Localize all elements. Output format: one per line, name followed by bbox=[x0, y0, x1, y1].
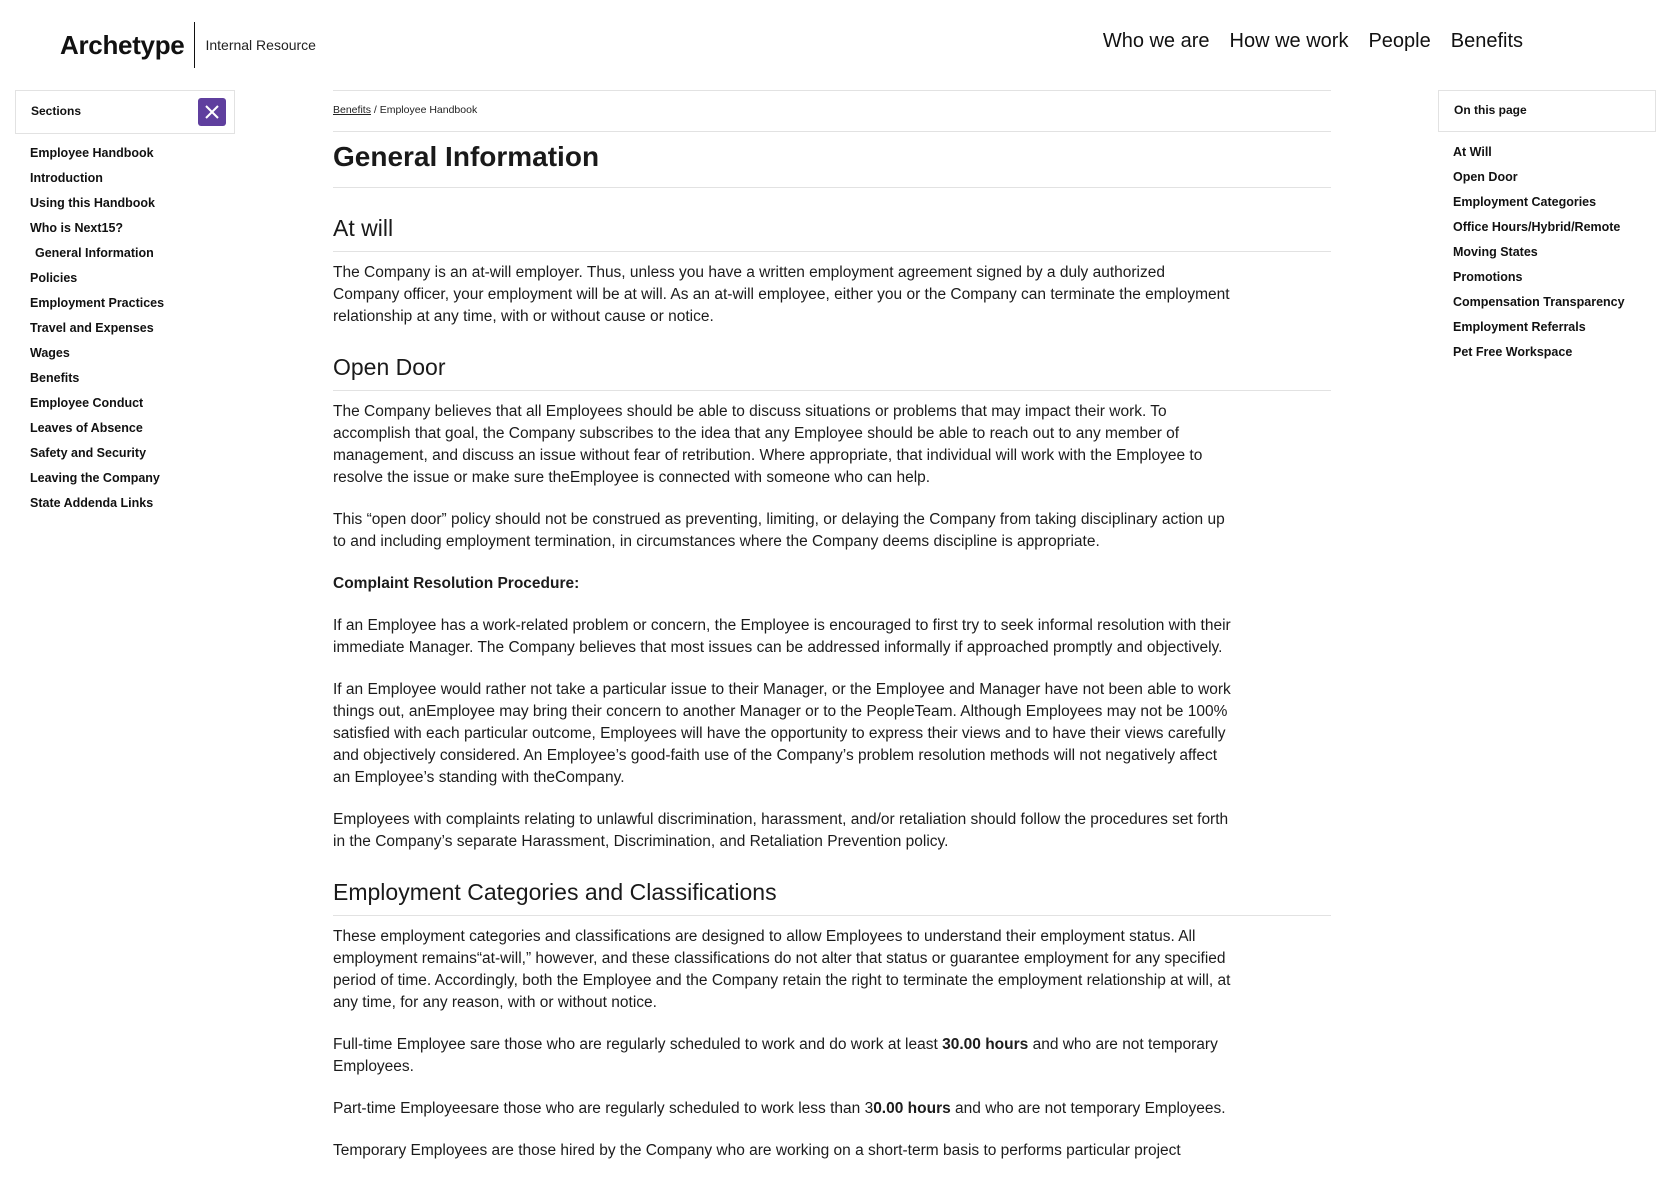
on-this-page-nav bbox=[1453, 143, 1625, 368]
section-heading-at-will: At will bbox=[333, 209, 1331, 252]
paragraph: This “open door” policy should not be construed as preventing, limiting, or delaying the Company from taking disciplinary action up to and including employment termination, in circumstances where the Company deems discipline is appropriate. bbox=[333, 511, 1225, 550]
sidebar-item-using-this-handbook[interactable]: Using this Handbook bbox=[30, 196, 155, 210]
brand-logo[interactable]: Archetype bbox=[60, 29, 185, 60]
sections-header bbox=[15, 90, 235, 134]
paragraph-part-time bbox=[333, 1098, 1233, 1120]
hours-value: 30.00 hours bbox=[942, 1036, 1029, 1053]
toc-item-at-will[interactable]: At Will bbox=[1453, 145, 1492, 159]
text-run: Part-time Employeesare those who are regularly scheduled to work less than 3 bbox=[333, 1100, 874, 1117]
breadcrumb-separator: / bbox=[370, 104, 380, 116]
toc-item-pet-free-workspace[interactable]: Pet Free Workspace bbox=[1453, 345, 1573, 359]
brand[interactable] bbox=[60, 22, 316, 68]
sidebar-item-leaves-of-absence[interactable]: Leaves of Absence bbox=[30, 421, 143, 435]
section-heading-employment-categories: Employment Categories and Classifications bbox=[333, 873, 1331, 916]
close-sections-button[interactable] bbox=[198, 98, 226, 126]
sidebar-item-who-is-next15[interactable]: Who is Next15? bbox=[30, 221, 124, 235]
sidebar-item-employment-practices[interactable]: Employment Practices bbox=[30, 296, 165, 310]
sidebar-item-travel-and-expenses[interactable]: Travel and Expenses bbox=[30, 321, 154, 335]
top-nav bbox=[1103, 30, 1523, 53]
text-run: and who are not temporary Employees. bbox=[333, 1036, 1218, 1075]
nav-benefits[interactable]: Benefits bbox=[1450, 30, 1523, 52]
sidebar-item-benefits[interactable]: Benefits bbox=[30, 371, 80, 385]
toc-item-employment-referrals[interactable]: Employment Referrals bbox=[1453, 320, 1586, 334]
sidebar-item-state-addenda-links[interactable]: State Addenda Links bbox=[30, 496, 154, 510]
sidebar-item-leaving-the-company[interactable]: Leaving the Company bbox=[30, 471, 160, 485]
breadcrumb-current: Employee Handbook bbox=[379, 104, 478, 116]
breadcrumb-link-benefits[interactable]: Benefits bbox=[333, 104, 371, 116]
toc-item-compensation-transparency[interactable]: Compensation Transparency bbox=[1453, 295, 1625, 309]
close-icon bbox=[203, 103, 221, 121]
on-this-page-title: On this page bbox=[1454, 103, 1527, 117]
nav-people[interactable]: People bbox=[1368, 30, 1431, 52]
sidebar-item-safety-and-security[interactable]: Safety and Security bbox=[30, 446, 147, 460]
sections-title: Sections bbox=[31, 104, 82, 118]
site-header bbox=[0, 0, 1663, 86]
sidebar-item-wages[interactable]: Wages bbox=[30, 346, 70, 360]
sidebar-item-introduction[interactable]: Introduction bbox=[30, 171, 103, 185]
paragraph: Employees with complaints relating to unlawful discrimination, harassment, and/or retaliation should follow the procedures set forth in the Company’s separate Harassment, Discrimination, and Retaliation Prevention policy. bbox=[333, 811, 1229, 850]
section-heading-open-door: Open Door bbox=[333, 348, 1331, 391]
text-run: Full-time Employee sare those who are regularly scheduled to work and do work at least bbox=[333, 1036, 943, 1053]
paragraph: If an Employee would rather not take a particular issue to their Manager, or the Employee and Manager have not been able to work things out, anEmployee may bring their concern to another Manager or to the PeopleTeam. Although Employees may not be 100% satisfied with each particular outcome, Employees will have the opportunity to express their views and to have their views carefully and objectively considered. An Employee’s good-faith use of the Company’s problem resolution methods will not negatively affect an Employee’s standing with theCompany. bbox=[333, 681, 1231, 786]
text-run: and who are not temporary Employees. bbox=[950, 1100, 1226, 1117]
subheading-text: Complaint Resolution Procedure: bbox=[333, 575, 580, 592]
main-content bbox=[333, 90, 1331, 1162]
toc-item-employment-categories[interactable]: Employment Categories bbox=[1453, 195, 1597, 209]
on-this-page-header bbox=[1438, 90, 1656, 132]
toc-item-promotions[interactable]: Promotions bbox=[1453, 270, 1523, 284]
sidebar-item-general-information[interactable]: General Information bbox=[35, 246, 154, 260]
nav-who-we-are[interactable]: Who we are bbox=[1102, 30, 1210, 52]
paragraph-full-time bbox=[333, 1034, 1233, 1078]
brand-tagline: Internal Resource bbox=[205, 37, 316, 53]
paragraph: Temporary Employees are those hired by the Company who are working on a short-term basis to performs particular project bbox=[333, 1142, 1181, 1159]
page-title: General Information bbox=[333, 132, 1331, 188]
sidebar-item-employee-handbook[interactable]: Employee Handbook bbox=[30, 146, 154, 160]
sidebar-item-employee-conduct[interactable]: Employee Conduct bbox=[30, 396, 144, 410]
toc-item-open-door[interactable]: Open Door bbox=[1453, 170, 1518, 184]
sections-nav bbox=[30, 144, 164, 519]
paragraph: The Company is an at-will employer. Thus, unless you have a written employment agreement signed by a duly authorized Company officer, your employment will be at will. As an at-will employee, either you or the Company can terminate the employment relationship at any time, with or without cause or notice. bbox=[333, 264, 1230, 325]
toc-item-office-hours[interactable]: Office Hours/Hybrid/Remote bbox=[1453, 220, 1621, 234]
hours-value: 0.00 hours bbox=[873, 1100, 951, 1117]
subheading-complaint-resolution bbox=[333, 573, 1233, 595]
toc-item-moving-states[interactable]: Moving States bbox=[1453, 245, 1538, 259]
nav-how-we-work[interactable]: How we work bbox=[1229, 30, 1349, 52]
breadcrumb bbox=[333, 90, 1331, 132]
sidebar-item-policies[interactable]: Policies bbox=[30, 271, 78, 285]
paragraph: The Company believes that all Employees should be able to discuss situations or problems that may impact their work. To accomplish that goal, the Company subscribes to the idea that any Employee should be able to reach out to any member of management, and discuss an issue without fear of retribution. Where appropriate, that individual will work with the Employee to resolve the issue or make sure theEmployee is connected with someone who can help. bbox=[333, 403, 1203, 486]
paragraph: These employment categories and classifications are designed to allow Employees to understand their employment status. All employment remains“at-will,” however, and these classifications do not alter that status or guarantee employment for any specified period of time. Accordingly, both the Employee and the Company retain the right to terminate the employment relationship at will, at any time, for any reason, with or without notice. bbox=[333, 928, 1231, 1011]
paragraph: If an Employee has a work-related problem or concern, the Employee is encouraged to first try to seek informal resolution with their immediate Manager. The Company believes that most issues can be addressed informally if approached promptly and objectively. bbox=[333, 617, 1231, 656]
